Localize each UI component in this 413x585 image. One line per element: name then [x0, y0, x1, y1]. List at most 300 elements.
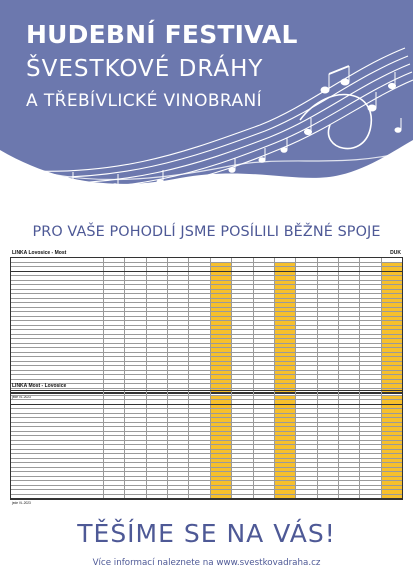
stop-name-cell — [11, 490, 103, 494]
time-cell — [103, 472, 124, 476]
time-cell — [124, 362, 145, 366]
time-cell — [253, 344, 274, 348]
time-cell — [317, 409, 338, 413]
time-cell — [167, 436, 188, 440]
time-cell — [274, 450, 295, 454]
time-cell — [295, 375, 316, 379]
time-cell — [188, 285, 209, 289]
time-cell — [188, 445, 209, 449]
time-cell — [359, 263, 380, 267]
time-cell — [317, 290, 338, 294]
time-cell — [188, 459, 209, 463]
time-cell — [317, 357, 338, 361]
time-cell — [167, 321, 188, 325]
time-cell — [295, 339, 316, 343]
time-cell — [295, 427, 316, 431]
time-cell — [381, 290, 402, 294]
time-cell — [167, 418, 188, 422]
time-cell — [167, 344, 188, 348]
timetable-note: jede VL.2023 — [12, 501, 31, 505]
stop-name-cell — [11, 423, 103, 427]
time-cell — [210, 400, 231, 404]
time-cell — [274, 396, 295, 400]
time-cell — [359, 366, 380, 370]
time-cell — [210, 267, 231, 271]
time-cell — [146, 490, 167, 494]
time-cell — [124, 294, 145, 298]
time-cell — [317, 472, 338, 476]
time-cell — [381, 276, 402, 280]
time-cell — [167, 362, 188, 366]
time-cell — [317, 272, 338, 276]
time-cell — [359, 371, 380, 375]
time-cell — [103, 486, 124, 490]
time-cell — [253, 375, 274, 379]
time-cell — [317, 486, 338, 490]
time-cell — [210, 463, 231, 467]
time-cell — [231, 299, 252, 303]
time-cell — [231, 405, 252, 409]
time-cell — [146, 459, 167, 463]
time-cell — [381, 495, 402, 499]
time-cell — [274, 490, 295, 494]
time-cell — [231, 308, 252, 312]
time-cell — [103, 423, 124, 427]
time-cell — [124, 495, 145, 499]
stop-name-cell — [11, 308, 103, 312]
time-cell — [338, 400, 359, 404]
time-cell — [359, 396, 380, 400]
time-cell — [146, 418, 167, 422]
time-cell — [231, 294, 252, 298]
time-cell — [295, 330, 316, 334]
time-cell — [210, 330, 231, 334]
time-cell — [253, 294, 274, 298]
time-cell — [188, 299, 209, 303]
time-cell — [210, 258, 231, 262]
time-cell — [210, 285, 231, 289]
time-cell — [188, 481, 209, 485]
stop-name-cell — [11, 357, 103, 361]
time-cell — [146, 317, 167, 321]
time-cell — [146, 468, 167, 472]
stop-name-cell — [11, 391, 103, 395]
time-cell — [295, 396, 316, 400]
time-cell — [188, 330, 209, 334]
time-cell — [295, 321, 316, 325]
time-cell — [317, 303, 338, 307]
time-cell — [231, 454, 252, 458]
time-cell — [188, 490, 209, 494]
time-cell — [167, 441, 188, 445]
time-cell — [231, 321, 252, 325]
time-cell — [124, 357, 145, 361]
time-cell — [381, 427, 402, 431]
time-cell — [188, 400, 209, 404]
time-cell — [167, 308, 188, 312]
time-cell — [253, 267, 274, 271]
time-cell — [167, 405, 188, 409]
time-cell — [231, 409, 252, 413]
time-cell — [359, 459, 380, 463]
time-cell — [124, 459, 145, 463]
time-cell — [124, 348, 145, 352]
time-cell — [210, 317, 231, 321]
time-cell — [338, 326, 359, 330]
time-cell — [188, 335, 209, 339]
time-cell — [274, 353, 295, 357]
time-cell — [188, 353, 209, 357]
time-cell — [338, 375, 359, 379]
timetable-most-lovosice — [10, 382, 403, 506]
time-cell — [253, 454, 274, 458]
time-cell — [381, 423, 402, 427]
time-cell — [124, 418, 145, 422]
time-cell — [103, 276, 124, 280]
time-cell — [338, 391, 359, 395]
time-cell — [295, 267, 316, 271]
time-cell — [188, 326, 209, 330]
time-cell — [274, 423, 295, 427]
time-cell — [103, 312, 124, 316]
time-cell — [103, 396, 124, 400]
time-cell — [295, 495, 316, 499]
time-cell — [210, 486, 231, 490]
time-cell — [359, 414, 380, 418]
time-cell — [295, 290, 316, 294]
time-cell — [381, 335, 402, 339]
time-cell — [124, 468, 145, 472]
time-cell — [210, 353, 231, 357]
time-cell — [338, 423, 359, 427]
time-cell — [317, 321, 338, 325]
time-cell — [274, 441, 295, 445]
time-cell — [188, 391, 209, 395]
time-cell — [338, 308, 359, 312]
time-cell — [167, 400, 188, 404]
time-cell — [359, 477, 380, 481]
time-cell — [253, 450, 274, 454]
time-cell — [359, 391, 380, 395]
time-cell — [274, 468, 295, 472]
time-cell — [274, 308, 295, 312]
time-cell — [274, 375, 295, 379]
time-cell — [295, 263, 316, 267]
time-cell — [210, 409, 231, 413]
time-cell — [210, 468, 231, 472]
time-cell — [317, 348, 338, 352]
time-cell — [274, 362, 295, 366]
time-cell — [124, 290, 145, 294]
stop-name-cell — [11, 400, 103, 404]
time-cell — [103, 454, 124, 458]
time-cell — [231, 459, 252, 463]
time-cell — [231, 427, 252, 431]
time-cell — [188, 436, 209, 440]
time-cell — [338, 463, 359, 467]
time-cell — [231, 486, 252, 490]
time-cell — [381, 481, 402, 485]
time-cell — [210, 432, 231, 436]
time-cell — [338, 344, 359, 348]
time-cell — [124, 258, 145, 262]
stop-name-cell — [11, 344, 103, 348]
time-cell — [274, 436, 295, 440]
time-cell — [167, 303, 188, 307]
time-cell — [146, 263, 167, 267]
time-cell — [146, 463, 167, 467]
time-cell — [253, 418, 274, 422]
time-cell — [167, 371, 188, 375]
time-cell — [338, 312, 359, 316]
time-cell — [359, 335, 380, 339]
time-cell — [253, 405, 274, 409]
time-cell — [210, 391, 231, 395]
time-cell — [338, 450, 359, 454]
time-cell — [359, 463, 380, 467]
time-cell — [124, 454, 145, 458]
time-cell — [146, 396, 167, 400]
time-cell — [295, 303, 316, 307]
time-cell — [274, 409, 295, 413]
time-cell — [146, 335, 167, 339]
time-cell — [167, 427, 188, 431]
time-cell — [295, 317, 316, 321]
time-cell — [253, 441, 274, 445]
time-cell — [274, 276, 295, 280]
time-cell — [338, 335, 359, 339]
time-cell — [359, 418, 380, 422]
stop-name-cell — [11, 281, 103, 285]
time-cell — [210, 299, 231, 303]
time-cell — [188, 414, 209, 418]
time-cell — [231, 339, 252, 343]
time-cell — [317, 294, 338, 298]
time-cell — [381, 409, 402, 413]
time-cell — [124, 312, 145, 316]
time-cell — [231, 436, 252, 440]
time-cell — [295, 357, 316, 361]
time-cell — [253, 495, 274, 499]
time-cell — [188, 321, 209, 325]
welcome-text: TĚŠÍME SE NA VÁS! — [77, 519, 336, 548]
time-cell — [188, 472, 209, 476]
time-cell — [359, 312, 380, 316]
time-cell — [167, 450, 188, 454]
time-cell — [317, 495, 338, 499]
time-cell — [210, 308, 231, 312]
time-cell — [359, 258, 380, 262]
time-cell — [231, 490, 252, 494]
time-cell — [338, 486, 359, 490]
time-cell — [231, 445, 252, 449]
time-cell — [146, 366, 167, 370]
time-cell — [274, 294, 295, 298]
time-cell — [124, 276, 145, 280]
stop-name-cell — [11, 267, 103, 271]
time-cell — [359, 445, 380, 449]
time-cell — [103, 335, 124, 339]
time-cell — [210, 312, 231, 316]
time-cell — [253, 308, 274, 312]
time-cell — [167, 366, 188, 370]
time-cell — [317, 317, 338, 321]
time-cell — [231, 375, 252, 379]
time-cell — [124, 285, 145, 289]
time-cell — [338, 490, 359, 494]
stop-name-cell — [11, 290, 103, 294]
stop-name-cell — [11, 396, 103, 400]
time-cell — [253, 371, 274, 375]
time-cell — [359, 423, 380, 427]
time-cell — [167, 357, 188, 361]
time-cell — [338, 353, 359, 357]
time-cell — [231, 366, 252, 370]
time-cell — [103, 294, 124, 298]
time-cell — [146, 472, 167, 476]
time-cell — [295, 326, 316, 330]
time-cell — [359, 272, 380, 276]
time-cell — [317, 267, 338, 271]
time-cell — [359, 441, 380, 445]
time-cell — [188, 366, 209, 370]
time-cell — [188, 405, 209, 409]
time-cell — [274, 335, 295, 339]
time-cell — [317, 281, 338, 285]
stop-name-cell — [11, 299, 103, 303]
timetable-lovosice-most — [10, 249, 403, 400]
stop-name-cell — [11, 477, 103, 481]
time-cell — [295, 468, 316, 472]
time-cell — [253, 317, 274, 321]
time-cell — [274, 432, 295, 436]
time-cell — [231, 472, 252, 476]
time-cell — [253, 486, 274, 490]
time-cell — [124, 281, 145, 285]
time-cell — [359, 308, 380, 312]
time-cell — [359, 294, 380, 298]
time-cell — [146, 375, 167, 379]
time-cell — [274, 299, 295, 303]
time-cell — [317, 423, 338, 427]
time-cell — [231, 258, 252, 262]
time-cell — [146, 272, 167, 276]
time-cell — [253, 463, 274, 467]
time-cell — [317, 263, 338, 267]
time-cell — [381, 432, 402, 436]
time-cell — [167, 290, 188, 294]
time-cell — [338, 339, 359, 343]
time-cell — [295, 353, 316, 357]
time-cell — [210, 272, 231, 276]
time-cell — [381, 486, 402, 490]
time-cell — [124, 423, 145, 427]
time-cell — [103, 432, 124, 436]
time-cell — [210, 490, 231, 494]
time-cell — [338, 409, 359, 413]
time-cell — [231, 423, 252, 427]
time-cell — [210, 441, 231, 445]
time-cell — [103, 400, 124, 404]
time-cell — [146, 362, 167, 366]
time-cell — [359, 486, 380, 490]
time-cell — [253, 272, 274, 276]
time-cell — [381, 375, 402, 379]
time-cell — [253, 490, 274, 494]
time-cell — [253, 391, 274, 395]
time-cell — [381, 436, 402, 440]
time-cell — [359, 321, 380, 325]
time-cell — [103, 348, 124, 352]
stop-name-cell — [11, 294, 103, 298]
time-cell — [338, 299, 359, 303]
time-cell — [274, 258, 295, 262]
time-cell — [210, 481, 231, 485]
time-cell — [210, 423, 231, 427]
time-cell — [274, 445, 295, 449]
time-cell — [274, 344, 295, 348]
time-cell — [210, 335, 231, 339]
stop-name-cell — [11, 276, 103, 280]
time-cell — [167, 375, 188, 379]
time-cell — [210, 276, 231, 280]
time-cell — [231, 267, 252, 271]
time-cell — [295, 272, 316, 276]
time-cell — [381, 366, 402, 370]
time-cell — [317, 400, 338, 404]
time-cell — [274, 272, 295, 276]
time-cell — [359, 326, 380, 330]
time-cell — [274, 371, 295, 375]
time-cell — [124, 272, 145, 276]
table-row — [11, 495, 402, 500]
time-cell — [338, 371, 359, 375]
time-cell — [231, 312, 252, 316]
stop-name-cell — [11, 405, 103, 409]
time-cell — [146, 445, 167, 449]
time-cell — [103, 339, 124, 343]
time-cell — [146, 450, 167, 454]
time-cell — [253, 432, 274, 436]
time-cell — [317, 432, 338, 436]
time-cell — [381, 285, 402, 289]
time-cell — [295, 418, 316, 422]
time-cell — [188, 454, 209, 458]
time-cell — [231, 418, 252, 422]
time-cell — [231, 285, 252, 289]
time-cell — [210, 450, 231, 454]
time-cell — [103, 258, 124, 262]
time-cell — [317, 396, 338, 400]
stop-name-cell — [11, 436, 103, 440]
time-cell — [317, 490, 338, 494]
time-cell — [103, 366, 124, 370]
time-cell — [167, 468, 188, 472]
time-cell — [295, 308, 316, 312]
time-cell — [146, 427, 167, 431]
time-cell — [253, 468, 274, 472]
time-cell — [317, 344, 338, 348]
time-cell — [103, 459, 124, 463]
time-cell — [317, 362, 338, 366]
time-cell — [231, 272, 252, 276]
time-cell — [381, 308, 402, 312]
time-cell — [381, 326, 402, 330]
time-cell — [103, 463, 124, 467]
time-cell — [359, 276, 380, 280]
time-cell — [295, 441, 316, 445]
time-cell — [381, 362, 402, 366]
